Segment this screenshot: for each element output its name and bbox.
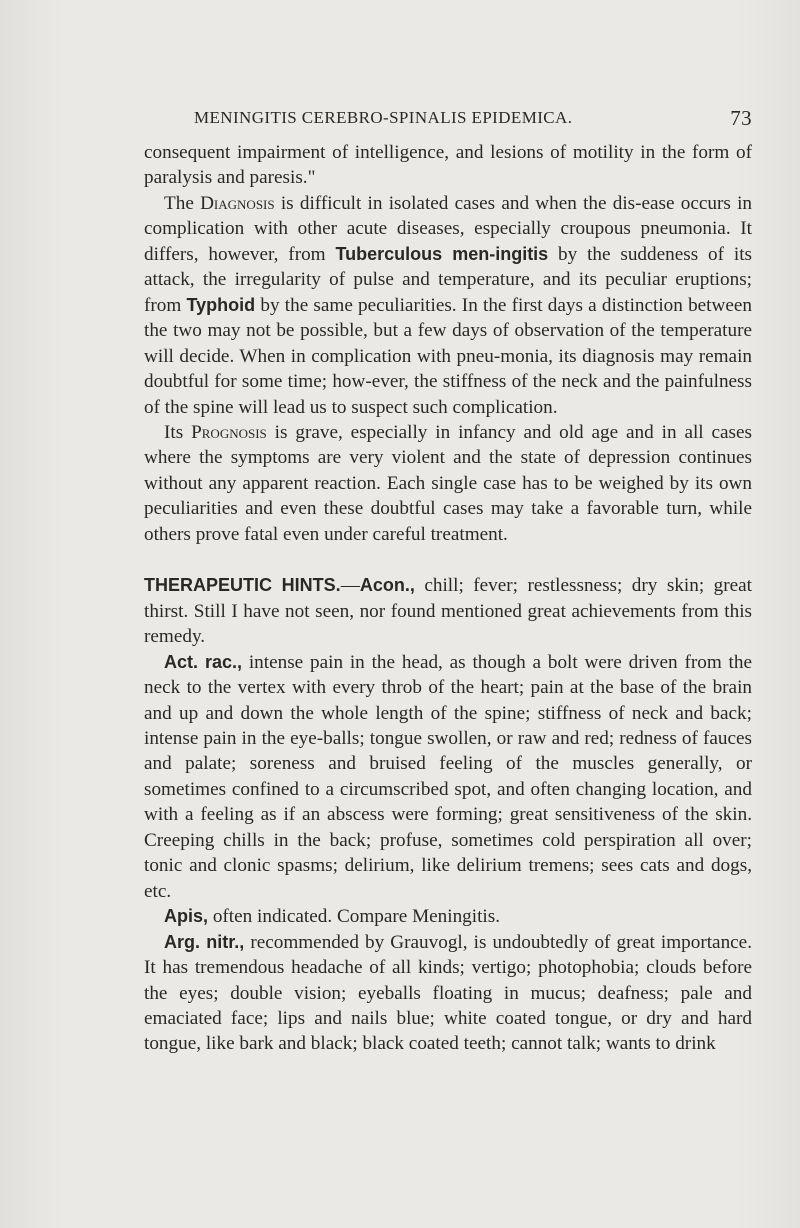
paragraph-text: by the same peculiarities. In the first days a distinction between the two may not be possible, but a few days of observation of the temperature will decide. When in complication with pneu-monia, its diagnosis may remain doubtful for some time; how-ever, the stiffness of the neck and the painfulness of the spine will lead us to suspect such complication. <box>144 294 752 418</box>
paragraph-apis <box>144 904 752 929</box>
paragraph-therapeutic-hints: THERAPEUTIC HINTS.—Acon., chill; fever; restlessness; dry skin; great thirst. Still I have not seen, nor found mentioned great achievements from this remedy. <box>144 575 752 648</box>
paragraph-text: by the suddeness of its attack, the irregularity of pulse and temperature, and its peculiar eruptions; from <box>144 243 752 316</box>
paragraph-text: intense pain in the head, as though a bolt were driven from the neck to the vertex with every throb of the heart; pain at the base of the brain and up and down the whole length of the spine; stiffness of neck and back; intense pain in the eye-balls; tongue swollen, or raw and red; redness of fauces and palate; soreness and bruised feeling of the muscles generally, or sometimes confined to a circumscribed spot, and often changing location, and with a feeling as if an abscess were forming; great sensitiveness of the skin. Creeping chills in the back; profuse, sometimes cold perspiration all over; tonic and clonic spasms; delirium, like delirium tremens; sees cats and dogs, etc. <box>144 651 752 902</box>
remedy-apis: Apis, <box>164 906 209 927</box>
term-prognosis: Prognosis <box>191 421 267 443</box>
body-text <box>144 140 752 1057</box>
remedy-acon: Acon., <box>359 575 415 596</box>
paragraph-text: is difficult in isolated cases and when the dis-ease occurs in complication with other acute diseases, especially croupous pneumonia. It differs, however, from <box>144 192 752 265</box>
paragraph-text: recommended by Grauvogl, is undoubtedly of great importance. It has tremendous headache of all kinds; vertigo; photophobia; clouds before the eyes; double vision; eyeballs floating in mucus; deafness; pale and emaciated face; lips and nails blue; white coated tongue, or dry and hard tongue, like bark and black; black coated teeth; cannot talk; wants to drink <box>144 931 752 1055</box>
remedy-act-rac: Act. rac., <box>164 651 243 672</box>
paragraph-act-rac <box>144 650 752 905</box>
term-diagnosis: Diagnosis <box>200 192 275 214</box>
paragraph-lead: The <box>164 192 194 214</box>
paragraph-diagnosis <box>144 191 752 420</box>
paragraph-text: is grave, especially in infancy and old age and in all cases where the symptoms are very violent and the state of depression continues without any apparent reaction. Each single case has to be weighed by its own peculiarities and even these doubtful cases may take a favorable turn, while others prove fatal even under careful treatment. <box>144 421 753 545</box>
page-number: 73 <box>730 106 752 130</box>
paragraph-intelligence <box>144 140 752 191</box>
remedy-arg-nitr: Arg. nitr., <box>164 931 245 952</box>
term-tuberculous-meningitis: Tuberculous men-ingitis <box>335 243 549 264</box>
paragraph-text: chill; fever; restlessness; dry skin; great thirst. Still I have not seen, nor found mentioned great achievements from this remedy. <box>144 575 752 648</box>
term-typhoid: Typhoid <box>186 294 256 315</box>
paragraph-lead: Its <box>164 421 184 443</box>
running-head-title: MENINGITIS CEREBRO-SPINALIS EPIDEMICA. <box>194 108 573 127</box>
paragraph-text: consequent impairment of intelligence, and lesions of motility in the form of paralysis and paresis." <box>144 142 752 189</box>
heading-therapeutic-hints: THERAPEUTIC HINTS. <box>144 575 341 596</box>
paragraph-arg-nitr <box>144 930 752 1057</box>
paragraph-text: often indicated. Compare Meningitis. <box>208 906 501 928</box>
paragraph-prognosis <box>144 420 752 547</box>
running-head <box>144 108 752 132</box>
